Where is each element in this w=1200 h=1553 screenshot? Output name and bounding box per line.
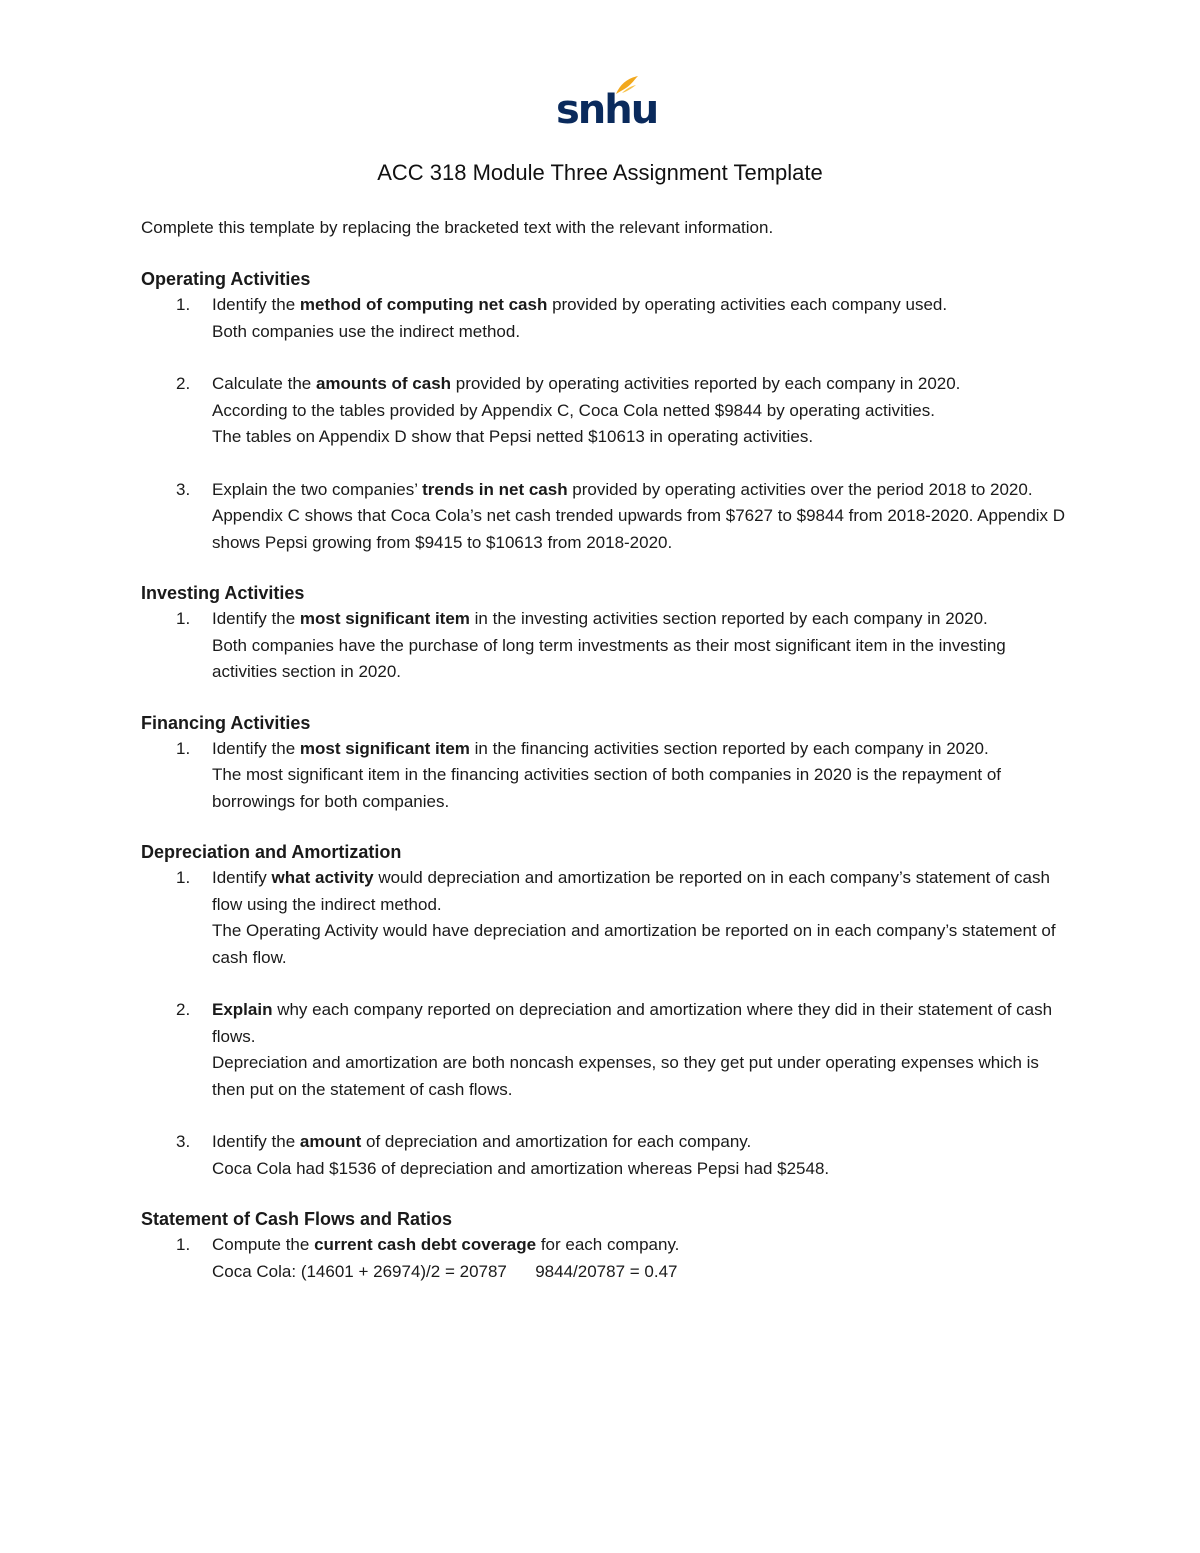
question-item (141, 477, 1071, 557)
question-list (141, 606, 1071, 686)
section-heading: Operating Activities (141, 269, 311, 289)
question-list (141, 736, 1071, 816)
section (141, 1206, 1071, 1285)
section (141, 266, 1071, 556)
question-number: 3. (176, 479, 191, 499)
question-suffix: of depreciation and amortization for each company. (361, 1132, 752, 1151)
section-heading: Financing Activities (141, 712, 311, 733)
question-suffix: for each company. (536, 1235, 680, 1254)
question-suffix: provided by operating activities each company used. (547, 295, 948, 314)
question-keyword: most significant item (299, 609, 470, 628)
section (141, 839, 1071, 1182)
question-number: 1. (176, 609, 191, 628)
question-prefix: Identify (212, 868, 272, 887)
question-number: 1. (176, 1235, 191, 1254)
question-item (141, 1129, 1071, 1182)
question-text (212, 371, 1071, 398)
question-keyword: method of computing net cash (299, 295, 548, 314)
question-number: 1. (176, 868, 191, 887)
question-item (141, 1232, 1071, 1285)
question-keyword: amounts of cash (315, 374, 452, 393)
question-number: 1. (176, 738, 191, 758)
question-keyword: Explain (212, 1000, 273, 1019)
question-list (141, 1232, 1071, 1285)
section (141, 710, 1071, 816)
question-keyword: what activity (271, 868, 374, 887)
question-keyword: most significant item (299, 738, 470, 758)
question-item (141, 371, 1071, 451)
question-text (212, 1232, 1071, 1259)
question-text (212, 292, 1071, 319)
section-heading: Depreciation and Amortization (141, 842, 402, 862)
question-keyword: current cash debt coverage (314, 1235, 537, 1254)
answer-text: Depreciation and amortization are both noncash expenses, so they get put under operating expenses which is then put on the statement of cash flows. (212, 1053, 1044, 1099)
question-prefix: Identify the (212, 295, 300, 314)
answer-text: Both companies use the indirect method. (212, 321, 521, 341)
question-prefix: Identify the (212, 1132, 300, 1151)
question-prefix: Explain the two companies’ (212, 479, 423, 499)
answer-text: Appendix C shows that Coca Cola’s net cash trended upwards from $7627 to $9844 from 2018-2020. Appendix D shows Pepsi growing from $9415 to $10613 from 2018-2020. (212, 506, 1070, 552)
answer-text: Both companies have the purchase of long term investments as their most significant item in the investing activities section in 2020. (212, 635, 1011, 681)
section (141, 580, 1071, 686)
question-number: 3. (176, 1132, 191, 1151)
document-title: ACC 318 Module Three Assignment Template (377, 160, 823, 185)
question-text (212, 865, 1071, 918)
question-suffix: provided by operating activities reported by each company in 2020. (451, 374, 961, 393)
question-suffix: in the financing activities section reported by each company in 2020. (469, 738, 989, 758)
answer-text: Coca Cola: (14601 + 26974)/2 = 20787 9844/20787 = 0.47 (212, 1261, 678, 1281)
question-number: 2. (176, 374, 191, 393)
question-prefix: Identify the (212, 609, 300, 628)
answer-text: According to the tables provided by Appendix C, Coca Cola netted $9844 by operating activities. (212, 400, 935, 420)
question-item (141, 865, 1071, 971)
snhu-logo (554, 74, 658, 134)
question-text (212, 997, 1071, 1050)
question-number: 1. (176, 295, 191, 314)
question-text (212, 736, 1071, 763)
logo-wordmark: snhu (556, 87, 658, 133)
question-suffix: why each company reported on depreciation and amortization where they did in their statement of cash flows. (212, 1000, 1053, 1046)
question-suffix: would depreciation and amortization be reported on in each company’s statement of cash flow using the indirect method. (212, 868, 1050, 914)
question-list (141, 865, 1071, 1182)
question-number: 2. (176, 1000, 191, 1019)
answer-text: The Operating Activity would have depreciation and amortization be reported on in each company’s statement of cash flow. (212, 921, 1061, 967)
question-keyword: trends in net cash (422, 479, 568, 499)
question-item (141, 736, 1071, 816)
intro-text: Complete this template by replacing the bracketed text with the relevant information. (141, 218, 774, 237)
section-heading: Investing Activities (141, 583, 305, 603)
question-suffix: in the investing activities section reported by each company in 2020. (469, 609, 988, 628)
question-text (212, 1129, 1071, 1156)
question-prefix: Identify the (212, 738, 300, 758)
question-prefix: Compute the (212, 1235, 315, 1254)
question-suffix: provided by operating activities over the period 2018 to 2020. (567, 479, 1033, 499)
document-body (141, 266, 1071, 1285)
question-text (212, 477, 1071, 504)
question-keyword: amount (299, 1132, 362, 1151)
section-heading: Statement of Cash Flows and Ratios (141, 1209, 453, 1229)
question-item (141, 997, 1071, 1103)
question-prefix: Calculate the (212, 374, 316, 393)
answer-text: The tables on Appendix D show that Pepsi netted $10613 in operating activities. (212, 427, 814, 446)
question-text (212, 606, 1071, 633)
question-item (141, 606, 1071, 686)
question-list (141, 292, 1071, 556)
answer-text: Coca Cola had $1536 of depreciation and amortization whereas Pepsi had $2548. (212, 1158, 830, 1178)
question-item (141, 292, 1071, 345)
answer-text: The most significant item in the financing activities section of both companies in 2020 is the repayment of borrowings for both companies. (212, 765, 1006, 811)
